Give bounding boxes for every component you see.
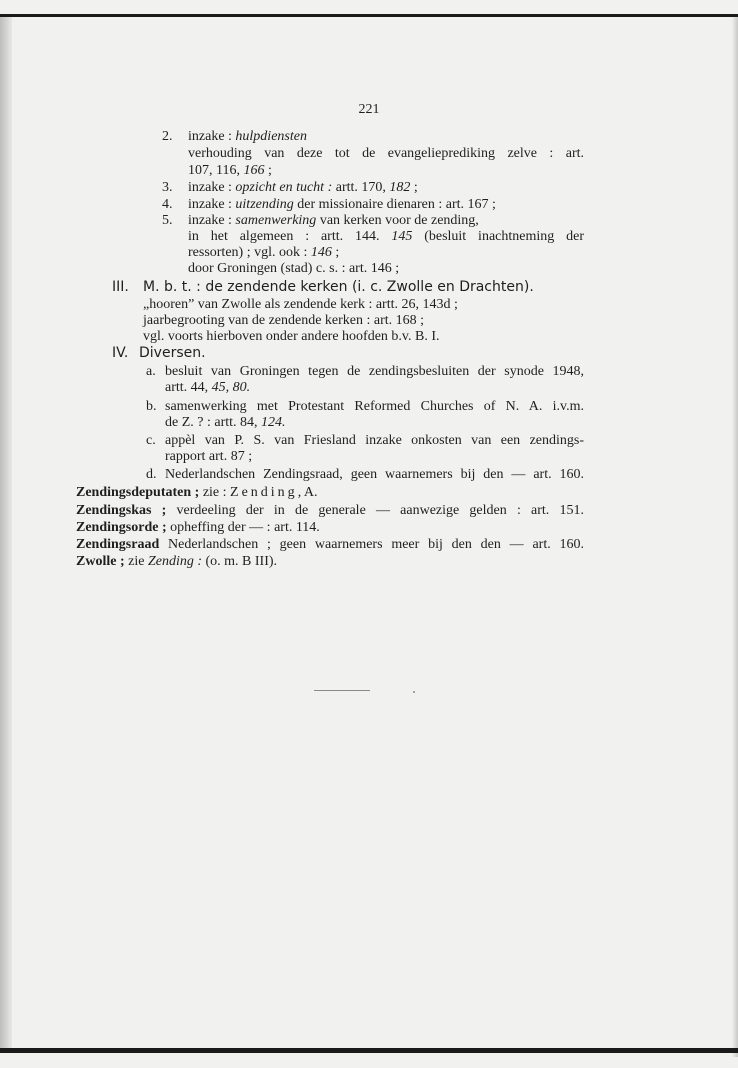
- item-letter: d.: [146, 467, 157, 482]
- section-iv-a-line-1: besluit van Groningen tegen de zendingsbesluiten der synode 1948,: [165, 364, 584, 379]
- section-iv-numeral: IV.: [112, 345, 129, 361]
- index-entry-zendingsorde: Zendingsorde ; opheffing der — : art. 114.: [76, 520, 320, 535]
- section-iv-heading: Diversen.: [139, 345, 206, 361]
- section-iv-b-line-2: de Z. ? : artt. 84, 124.: [165, 415, 286, 430]
- item-letter: b.: [146, 399, 157, 414]
- section-iii-line-1: „hooren” van Zwolle als zendende kerk : artt. 26, 143d ;: [143, 297, 458, 312]
- item-number: 3.: [162, 180, 173, 195]
- item-2-line-2: verhouding van deze tot de evangelieprediking zelve : art.: [188, 146, 584, 161]
- item-5-line-4: door Groningen (stad) c. s. : art. 146 ;: [188, 261, 400, 276]
- end-rule: [314, 690, 370, 691]
- item-3-line-1: inzake : opzicht en tucht : artt. 170, 182 ;: [188, 180, 418, 195]
- section-iv-d-line-1: Nederlandschen Zendingsraad, geen waarnemers bij den — art. 160.: [165, 467, 584, 482]
- section-iv-a-line-2: artt. 44, 45, 80.: [165, 380, 251, 395]
- scan-bottom-border: [0, 1048, 738, 1053]
- item-5-line-3: ressorten) ; vgl. ook : 146 ;: [188, 245, 340, 260]
- section-iv-b-line-1: samenwerking met Protestant Reformed Churches of N. A. i.v.m.: [165, 399, 584, 414]
- index-entry-zendingsraad: Zendingsraad Nederlandschen ; geen waarnemers meer bij den den — art. 160.: [76, 537, 584, 552]
- page-number: 221: [358, 102, 380, 117]
- index-entry-zwolle: Zwolle ; zie Zending : (o. m. B III).: [76, 554, 278, 569]
- section-iv-c-line-1: appèl van P. S. van Friesland inzake onkosten van een zendings-: [165, 433, 584, 448]
- section-iii-heading: M. b. t. : de zendende kerken (i. c. Zwolle en Drachten).: [143, 279, 534, 295]
- scan-right-shadow: [732, 17, 738, 1057]
- item-letter: a.: [146, 364, 156, 379]
- scan-left-shadow: [0, 17, 12, 1053]
- section-iii-line-3: vgl. voorts hierboven onder andere hoofden b.v. B. I.: [143, 329, 440, 344]
- item-2-line-3: 107, 116, 166 ;: [188, 163, 272, 178]
- print-speck: [413, 691, 415, 693]
- item-4-line-1: inzake : uitzending der missionaire dienaren : art. 167 ;: [188, 197, 496, 212]
- item-number: 5.: [162, 213, 173, 228]
- item-5-line-1: inzake : samenwerking van kerken voor de zending,: [188, 213, 479, 228]
- item-number: 2.: [162, 129, 173, 144]
- section-iii-line-2: jaarbegrooting van de zendende kerken : art. 168 ;: [143, 313, 425, 328]
- item-number: 4.: [162, 197, 173, 212]
- index-entry-zendingskas: Zendingskas ; verdeeling der in de generale — aanwezige gelden : art. 151.: [76, 503, 584, 518]
- index-entry-zendingsdeputaten: Zendingsdeputaten ; zie : Zending, A.: [76, 485, 318, 500]
- item-letter: c.: [146, 433, 156, 448]
- item-5-line-2: in het algemeen : artt. 144. 145 (besluit inachtneming der: [188, 229, 584, 244]
- section-iv-c-line-2: rapport art. 87 ;: [165, 449, 253, 464]
- scan-top-border: [0, 14, 738, 17]
- item-2-line-1: inzake : hulpdiensten: [188, 129, 307, 144]
- section-iii-numeral: III.: [112, 279, 129, 295]
